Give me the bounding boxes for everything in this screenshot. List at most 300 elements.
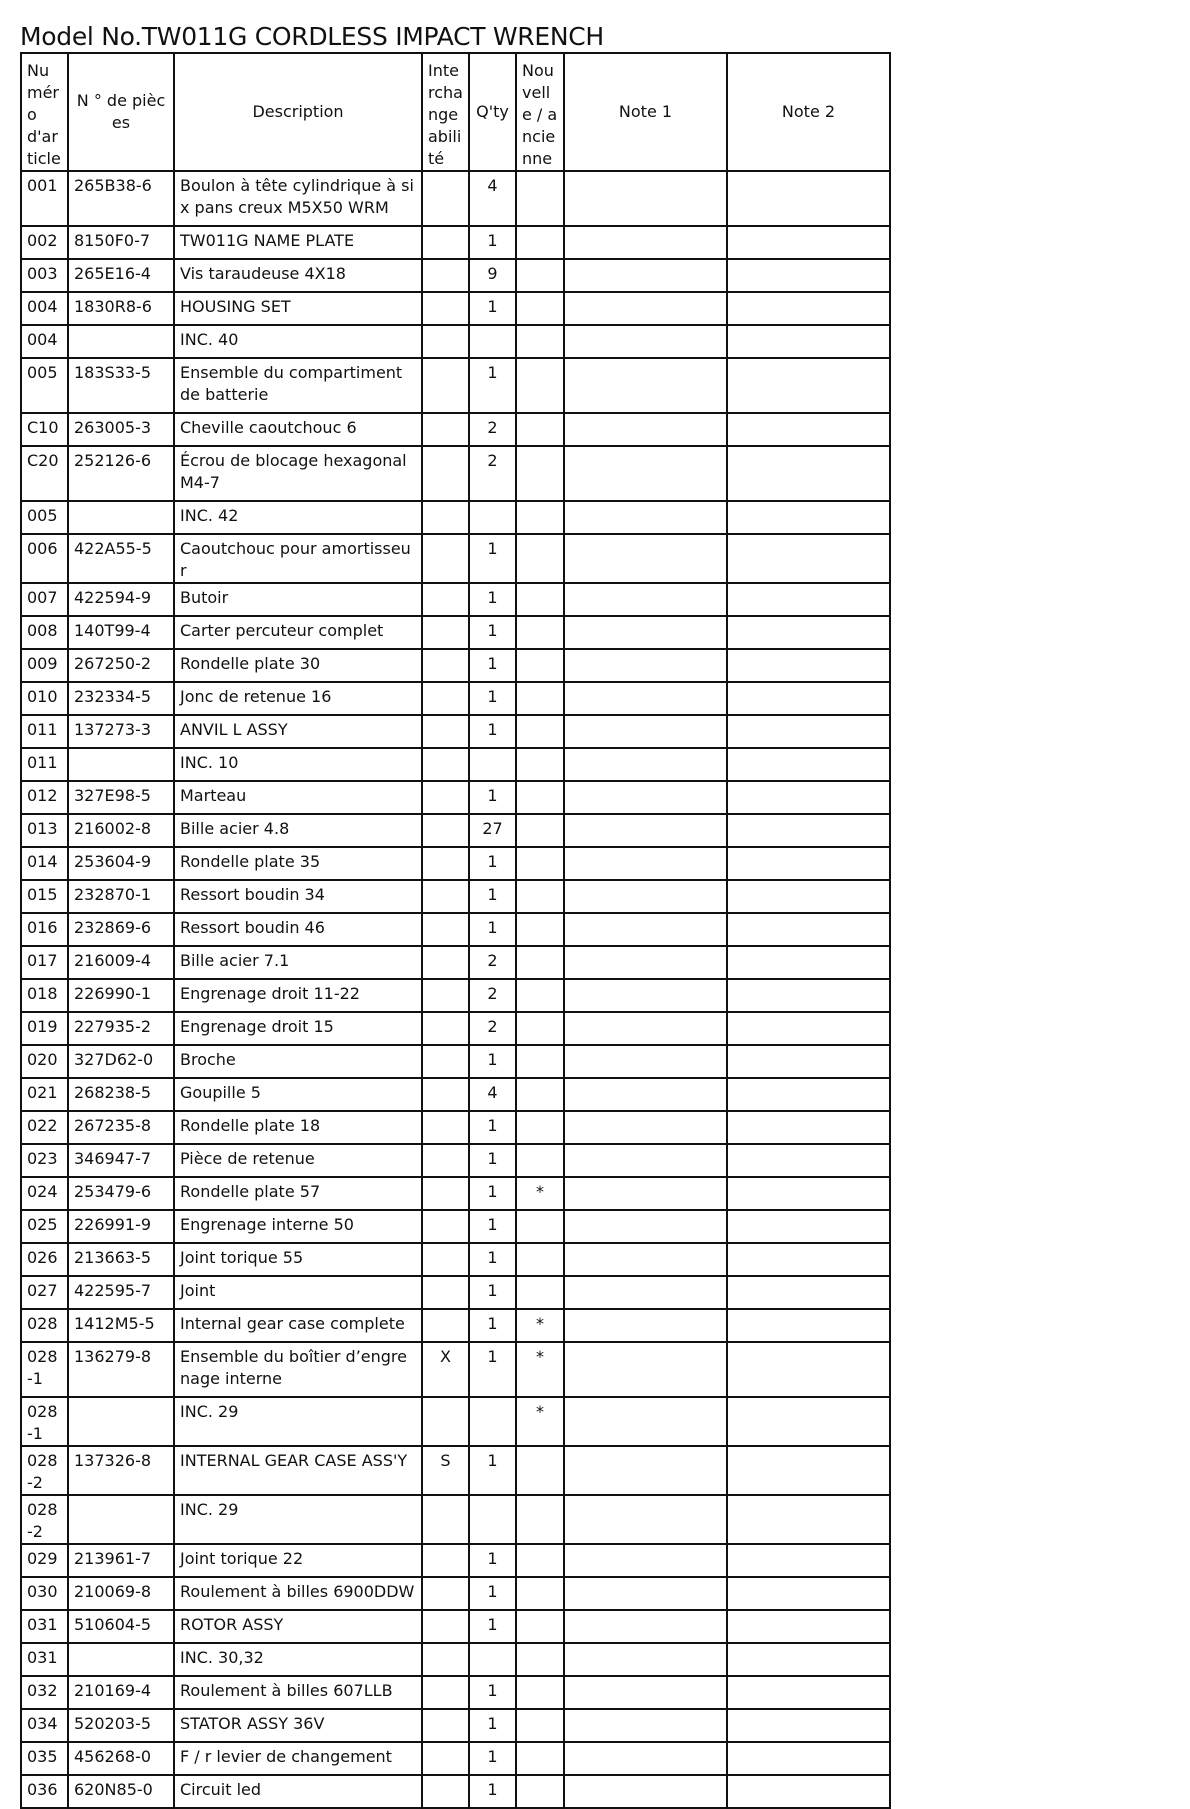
cell-note-1	[564, 682, 727, 715]
cell-new-old	[516, 1577, 564, 1610]
cell-note-2	[727, 1446, 890, 1495]
cell-new-old	[516, 1495, 564, 1544]
cell-new-old	[516, 1078, 564, 1111]
cell-new-old	[516, 1012, 564, 1045]
cell-item-number: 004	[21, 292, 68, 325]
cell-item-number: 028-1	[21, 1397, 68, 1446]
cell-interchangeability	[422, 1309, 469, 1342]
cell-part-number: 263005-3	[68, 413, 174, 446]
cell-new-old	[516, 1276, 564, 1309]
cell-note-1	[564, 913, 727, 946]
cell-note-1	[564, 1495, 727, 1544]
cell-new-old	[516, 292, 564, 325]
cell-new-old	[516, 583, 564, 616]
cell-description: Jonc de retenue 16	[174, 682, 422, 715]
cell-note-2	[727, 1544, 890, 1577]
cell-description: INC. 10	[174, 748, 422, 781]
cell-description: Engrenage droit 15	[174, 1012, 422, 1045]
column-header-interchangeability: Interchangeabilité	[422, 53, 469, 171]
cell-interchangeability	[422, 1111, 469, 1144]
cell-note-2	[727, 946, 890, 979]
column-header-new-old: Nouvelle / ancienne	[516, 53, 564, 171]
table-row	[21, 1544, 890, 1577]
cell-part-number: 265E16-4	[68, 259, 174, 292]
cell-part-number: 1830R8-6	[68, 292, 174, 325]
cell-note-1	[564, 1144, 727, 1177]
cell-note-2	[727, 1309, 890, 1342]
cell-part-number: 213961-7	[68, 1544, 174, 1577]
cell-note-2	[727, 583, 890, 616]
table-row	[21, 1709, 890, 1742]
cell-part-number: 265B38-6	[68, 171, 174, 226]
cell-note-2	[727, 446, 890, 501]
cell-item-number: 025	[21, 1210, 68, 1243]
cell-quantity: 1	[469, 1709, 516, 1742]
cell-new-old	[516, 1446, 564, 1495]
cell-part-number: 232334-5	[68, 682, 174, 715]
cell-note-1	[564, 1045, 727, 1078]
cell-note-2	[727, 1397, 890, 1446]
cell-note-1	[564, 259, 727, 292]
cell-description: Joint	[174, 1276, 422, 1309]
cell-description: Ressort boudin 46	[174, 913, 422, 946]
cell-note-2	[727, 781, 890, 814]
cell-item-number: 019	[21, 1012, 68, 1045]
cell-note-1	[564, 1544, 727, 1577]
cell-quantity: 1	[469, 1111, 516, 1144]
cell-description: Caoutchouc pour amortisseur	[174, 534, 422, 583]
cell-interchangeability	[422, 1775, 469, 1808]
cell-part-number: 252126-6	[68, 446, 174, 501]
table-row	[21, 1775, 890, 1808]
cell-quantity: 4	[469, 1078, 516, 1111]
cell-interchangeability	[422, 1243, 469, 1276]
cell-item-number: 009	[21, 649, 68, 682]
cell-description: Ressort boudin 34	[174, 880, 422, 913]
cell-part-number: 216002-8	[68, 814, 174, 847]
cell-quantity: 1	[469, 649, 516, 682]
cell-new-old	[516, 1243, 564, 1276]
cell-part-number: 456268-0	[68, 1742, 174, 1775]
column-header-part-number: N ° de pièces	[68, 53, 174, 171]
cell-interchangeability	[422, 1676, 469, 1709]
cell-item-number: 007	[21, 583, 68, 616]
table-row	[21, 1243, 890, 1276]
table-row	[21, 1495, 890, 1544]
cell-new-old	[516, 1709, 564, 1742]
cell-item-number: 016	[21, 913, 68, 946]
cell-quantity: 1	[469, 1144, 516, 1177]
cell-quantity: 1	[469, 1276, 516, 1309]
cell-item-number: 013	[21, 814, 68, 847]
cell-part-number: 267235-8	[68, 1111, 174, 1144]
cell-quantity: 1	[469, 847, 516, 880]
cell-item-number: 005	[21, 358, 68, 413]
table-row	[21, 979, 890, 1012]
table-row	[21, 325, 890, 358]
cell-note-1	[564, 748, 727, 781]
cell-interchangeability: X	[422, 1342, 469, 1397]
cell-item-number: 028-2	[21, 1495, 68, 1544]
cell-quantity: 1	[469, 534, 516, 583]
cell-new-old	[516, 446, 564, 501]
cell-item-number: C10	[21, 413, 68, 446]
cell-description: Broche	[174, 1045, 422, 1078]
cell-new-old: *	[516, 1342, 564, 1397]
cell-quantity: 27	[469, 814, 516, 847]
cell-item-number: 034	[21, 1709, 68, 1742]
cell-part-number: 227935-2	[68, 1012, 174, 1045]
cell-note-2	[727, 1742, 890, 1775]
cell-quantity: 1	[469, 1577, 516, 1610]
cell-part-number: 346947-7	[68, 1144, 174, 1177]
cell-interchangeability	[422, 1610, 469, 1643]
cell-new-old	[516, 226, 564, 259]
cell-item-number: 027	[21, 1276, 68, 1309]
cell-note-1	[564, 1577, 727, 1610]
cell-new-old	[516, 715, 564, 748]
cell-quantity: 1	[469, 616, 516, 649]
cell-interchangeability	[422, 682, 469, 715]
cell-interchangeability	[422, 1577, 469, 1610]
cell-note-1	[564, 583, 727, 616]
cell-part-number: 268238-5	[68, 1078, 174, 1111]
cell-description: Circuit led	[174, 1775, 422, 1808]
cell-interchangeability	[422, 1397, 469, 1446]
cell-note-1	[564, 781, 727, 814]
table-row	[21, 715, 890, 748]
table-row	[21, 1177, 890, 1210]
table-row	[21, 259, 890, 292]
table-row	[21, 814, 890, 847]
cell-part-number: 137273-3	[68, 715, 174, 748]
cell-new-old	[516, 880, 564, 913]
cell-interchangeability	[422, 171, 469, 226]
cell-new-old	[516, 171, 564, 226]
cell-interchangeability	[422, 847, 469, 880]
cell-item-number: 026	[21, 1243, 68, 1276]
cell-note-1	[564, 616, 727, 649]
cell-quantity	[469, 325, 516, 358]
column-header-item-number: Numéro d'article	[21, 53, 68, 171]
cell-note-2	[727, 715, 890, 748]
cell-part-number	[68, 1495, 174, 1544]
cell-note-2	[727, 1177, 890, 1210]
cell-item-number: 031	[21, 1643, 68, 1676]
cell-item-number: 002	[21, 226, 68, 259]
cell-item-number: 022	[21, 1111, 68, 1144]
cell-description: Boulon à tête cylindrique à six pans creux M5X50 WRM	[174, 171, 422, 226]
cell-interchangeability	[422, 534, 469, 583]
cell-part-number: 8150F0-7	[68, 226, 174, 259]
cell-note-1	[564, 1210, 727, 1243]
cell-description: STATOR ASSY 36V	[174, 1709, 422, 1742]
cell-item-number: 018	[21, 979, 68, 1012]
cell-new-old	[516, 649, 564, 682]
cell-part-number: 253479-6	[68, 1177, 174, 1210]
cell-quantity: 1	[469, 1446, 516, 1495]
cell-new-old	[516, 1676, 564, 1709]
cell-note-1	[564, 814, 727, 847]
cell-description: Pièce de retenue	[174, 1144, 422, 1177]
cell-item-number: 011	[21, 715, 68, 748]
cell-new-old	[516, 413, 564, 446]
cell-quantity	[469, 748, 516, 781]
cell-quantity	[469, 1495, 516, 1544]
cell-note-1	[564, 1742, 727, 1775]
cell-note-1	[564, 1709, 727, 1742]
cell-quantity	[469, 501, 516, 534]
cell-interchangeability	[422, 1012, 469, 1045]
cell-quantity: 1	[469, 292, 516, 325]
table-row	[21, 1610, 890, 1643]
cell-description: Internal gear case complete	[174, 1309, 422, 1342]
cell-new-old	[516, 913, 564, 946]
table-row	[21, 1643, 890, 1676]
table-row	[21, 534, 890, 583]
cell-note-1	[564, 1446, 727, 1495]
cell-part-number: 210169-4	[68, 1676, 174, 1709]
cell-note-2	[727, 1045, 890, 1078]
parts-table	[20, 52, 891, 1809]
cell-note-1	[564, 501, 727, 534]
table-body	[21, 171, 890, 1808]
cell-description: Écrou de blocage hexagonal M4-7	[174, 446, 422, 501]
cell-part-number: 232870-1	[68, 880, 174, 913]
cell-description: Joint torique 22	[174, 1544, 422, 1577]
cell-interchangeability	[422, 814, 469, 847]
cell-new-old	[516, 748, 564, 781]
table-row	[21, 583, 890, 616]
cell-interchangeability	[422, 946, 469, 979]
cell-description: Carter percuteur complet	[174, 616, 422, 649]
cell-note-1	[564, 446, 727, 501]
cell-note-1	[564, 649, 727, 682]
cell-quantity: 2	[469, 446, 516, 501]
cell-interchangeability	[422, 446, 469, 501]
cell-quantity: 4	[469, 171, 516, 226]
cell-new-old	[516, 534, 564, 583]
cell-note-2	[727, 682, 890, 715]
cell-description: Bille acier 7.1	[174, 946, 422, 979]
table-row	[21, 358, 890, 413]
cell-new-old	[516, 946, 564, 979]
table-row	[21, 292, 890, 325]
table-row	[21, 946, 890, 979]
table-row	[21, 1078, 890, 1111]
table-row	[21, 748, 890, 781]
cell-note-2	[727, 1342, 890, 1397]
cell-part-number: 1412M5-5	[68, 1309, 174, 1342]
cell-part-number	[68, 1397, 174, 1446]
cell-note-1	[564, 325, 727, 358]
cell-note-1	[564, 1177, 727, 1210]
cell-new-old	[516, 682, 564, 715]
cell-new-old	[516, 979, 564, 1012]
cell-part-number	[68, 501, 174, 534]
cell-quantity: 1	[469, 715, 516, 748]
cell-note-1	[564, 946, 727, 979]
cell-note-2	[727, 847, 890, 880]
cell-part-number: 137326-8	[68, 1446, 174, 1495]
cell-part-number: 253604-9	[68, 847, 174, 880]
cell-item-number: 015	[21, 880, 68, 913]
cell-note-1	[564, 979, 727, 1012]
cell-new-old	[516, 1210, 564, 1243]
cell-interchangeability	[422, 1709, 469, 1742]
cell-description: INTERNAL GEAR CASE ASS'Y	[174, 1446, 422, 1495]
cell-item-number: 010	[21, 682, 68, 715]
cell-description: Marteau	[174, 781, 422, 814]
cell-description: Rondelle plate 35	[174, 847, 422, 880]
cell-interchangeability	[422, 1144, 469, 1177]
cell-interchangeability	[422, 1742, 469, 1775]
cell-part-number	[68, 325, 174, 358]
cell-interchangeability	[422, 501, 469, 534]
cell-item-number: 017	[21, 946, 68, 979]
cell-item-number: 032	[21, 1676, 68, 1709]
cell-new-old	[516, 325, 564, 358]
cell-note-2	[727, 1643, 890, 1676]
cell-interchangeability	[422, 979, 469, 1012]
cell-note-2	[727, 1610, 890, 1643]
cell-description: Rondelle plate 30	[174, 649, 422, 682]
cell-new-old	[516, 1045, 564, 1078]
cell-description: Engrenage interne 50	[174, 1210, 422, 1243]
cell-new-old	[516, 616, 564, 649]
cell-item-number: 004	[21, 325, 68, 358]
cell-note-2	[727, 880, 890, 913]
table-row	[21, 1111, 890, 1144]
cell-description: Bille acier 4.8	[174, 814, 422, 847]
cell-quantity: 1	[469, 1544, 516, 1577]
cell-description: Cheville caoutchouc 6	[174, 413, 422, 446]
cell-part-number: 210069-8	[68, 1577, 174, 1610]
cell-item-number: 008	[21, 616, 68, 649]
cell-interchangeability	[422, 1643, 469, 1676]
cell-part-number: 510604-5	[68, 1610, 174, 1643]
cell-interchangeability	[422, 292, 469, 325]
cell-quantity: 1	[469, 583, 516, 616]
cell-note-1	[564, 1012, 727, 1045]
cell-item-number: 014	[21, 847, 68, 880]
cell-note-1	[564, 1676, 727, 1709]
cell-note-2	[727, 913, 890, 946]
cell-new-old: *	[516, 1309, 564, 1342]
cell-interchangeability	[422, 226, 469, 259]
cell-note-1	[564, 880, 727, 913]
cell-description: ANVIL L ASSY	[174, 715, 422, 748]
page-title: Model No.TW011G CORDLESS IMPACT WRENCH	[20, 22, 604, 51]
cell-new-old	[516, 259, 564, 292]
cell-note-1	[564, 292, 727, 325]
cell-item-number: 028-2	[21, 1446, 68, 1495]
cell-note-1	[564, 226, 727, 259]
table-row	[21, 1397, 890, 1446]
table-row	[21, 1309, 890, 1342]
table-row	[21, 1676, 890, 1709]
cell-part-number: 422A55-5	[68, 534, 174, 583]
table-row	[21, 1577, 890, 1610]
cell-part-number: 422594-9	[68, 583, 174, 616]
cell-item-number: 024	[21, 1177, 68, 1210]
cell-item-number: 031	[21, 1610, 68, 1643]
cell-part-number: 216009-4	[68, 946, 174, 979]
cell-item-number: 035	[21, 1742, 68, 1775]
cell-quantity: 1	[469, 1045, 516, 1078]
cell-note-1	[564, 1111, 727, 1144]
cell-quantity	[469, 1643, 516, 1676]
cell-note-2	[727, 325, 890, 358]
cell-note-2	[727, 979, 890, 1012]
cell-quantity: 1	[469, 226, 516, 259]
cell-note-1	[564, 1243, 727, 1276]
column-header-note-1: Note 1	[564, 53, 727, 171]
cell-quantity: 2	[469, 979, 516, 1012]
cell-note-1	[564, 1276, 727, 1309]
cell-description: Ensemble du compartiment de batterie	[174, 358, 422, 413]
table-row	[21, 171, 890, 226]
cell-new-old	[516, 1111, 564, 1144]
cell-note-2	[727, 814, 890, 847]
cell-quantity: 9	[469, 259, 516, 292]
cell-description: Rondelle plate 57	[174, 1177, 422, 1210]
cell-note-2	[727, 292, 890, 325]
cell-part-number: 136279-8	[68, 1342, 174, 1397]
cell-note-2	[727, 226, 890, 259]
cell-note-2	[727, 1676, 890, 1709]
cell-new-old: *	[516, 1177, 564, 1210]
cell-quantity: 2	[469, 946, 516, 979]
cell-quantity: 1	[469, 1309, 516, 1342]
table-row	[21, 880, 890, 913]
cell-quantity: 1	[469, 913, 516, 946]
cell-quantity: 1	[469, 1676, 516, 1709]
cell-note-1	[564, 1078, 727, 1111]
cell-note-2	[727, 748, 890, 781]
cell-new-old: *	[516, 1397, 564, 1446]
cell-interchangeability: S	[422, 1446, 469, 1495]
cell-part-number: 140T99-4	[68, 616, 174, 649]
cell-quantity: 1	[469, 1610, 516, 1643]
cell-new-old	[516, 1775, 564, 1808]
cell-quantity: 1	[469, 358, 516, 413]
cell-note-2	[727, 413, 890, 446]
cell-description: INC. 29	[174, 1495, 422, 1544]
cell-item-number: 003	[21, 259, 68, 292]
table-row	[21, 1210, 890, 1243]
cell-new-old	[516, 847, 564, 880]
cell-quantity: 1	[469, 1210, 516, 1243]
cell-description: Vis taraudeuse 4X18	[174, 259, 422, 292]
cell-new-old	[516, 501, 564, 534]
cell-description: INC. 40	[174, 325, 422, 358]
cell-new-old	[516, 1144, 564, 1177]
cell-quantity: 1	[469, 1342, 516, 1397]
cell-interchangeability	[422, 1544, 469, 1577]
cell-interchangeability	[422, 1276, 469, 1309]
cell-item-number: 006	[21, 534, 68, 583]
cell-description: Butoir	[174, 583, 422, 616]
table-row	[21, 446, 890, 501]
cell-description: Roulement à billes 607LLB	[174, 1676, 422, 1709]
cell-new-old	[516, 781, 564, 814]
cell-interchangeability	[422, 715, 469, 748]
cell-item-number: 012	[21, 781, 68, 814]
cell-quantity: 1	[469, 1775, 516, 1808]
cell-description: Rondelle plate 18	[174, 1111, 422, 1144]
table-row	[21, 1012, 890, 1045]
